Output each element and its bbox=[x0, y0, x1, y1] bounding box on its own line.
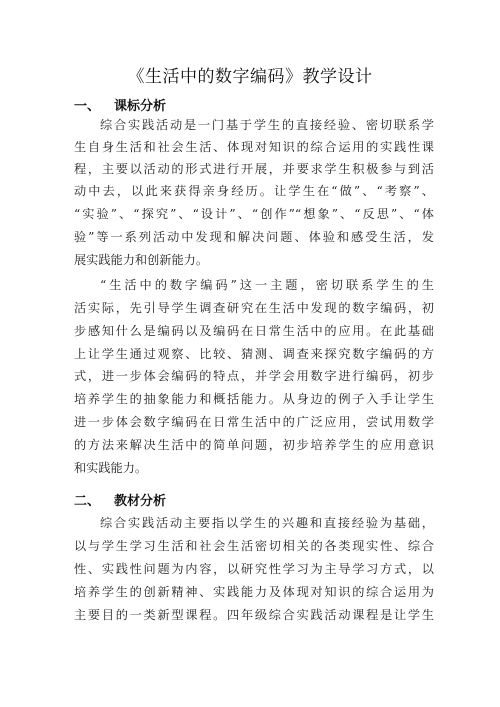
paragraph-line: 进一步体会数字编码在日常生活中的广泛应用，尝试用数学 bbox=[74, 415, 434, 429]
section-title-1: 课标分析 bbox=[114, 99, 167, 114]
paragraph-line: 生自身生活和社会生活、体现对知识的综合运用的实践性课 bbox=[74, 140, 434, 154]
paragraph-line: 展实践能力和创新能力。 bbox=[74, 253, 209, 267]
paragraph-line: 验”等一系列活动中发现和解决问题、体验和感受生活，发 bbox=[74, 230, 434, 244]
paragraph-line: 和实践能力。 bbox=[74, 461, 148, 475]
paragraph-line: 上让学生通过观察、比较、猜测、调查来探究数字编码的方 bbox=[74, 347, 434, 361]
paragraph-line: 以与学生学习生活和社会生活密切相关的各类现实性、综合 bbox=[74, 539, 434, 553]
paragraph-line: 主要目的一类新型课程。四年级综合实践活动课程是让学生 bbox=[74, 608, 434, 622]
paragraph-line: 式，进一步体会编码的特点，并学会用数字进行编码，初步 bbox=[74, 369, 434, 383]
paragraph-line: “生活中的数字编码”这一主题，密切联系学生的生 bbox=[100, 278, 434, 292]
document-title: 《生活中的数字编码》教学设计 bbox=[127, 67, 373, 87]
paragraph-line: “实验”、“探究”、“设计”、“创作”“想象”、“反思”、“体 bbox=[74, 207, 434, 221]
paragraph-line: 程，主要以活动的形式进行开展，并要求学生积极参与到活 bbox=[74, 162, 434, 176]
paragraph-line: 综合实践活动是一门基于学生的直接经验、密切联系学 bbox=[100, 118, 434, 132]
section-heading-2 bbox=[74, 490, 166, 509]
paragraph-line: 培养学生的创新精神、实践能力及体现对知识的综合运用为 bbox=[74, 585, 434, 599]
section-number-1: 一、 bbox=[74, 99, 101, 114]
paragraph-line: 的方法来解决生活中的简单问题，初步培养学生的应用意识 bbox=[74, 438, 434, 452]
paragraph-line: 动中去，以此来获得亲身经历。让学生在“做”、“考察”、 bbox=[74, 184, 434, 198]
paragraph-line: 活实际，先引导学生调查研究在生活中发现的数字编码，初 bbox=[74, 301, 434, 315]
section-heading-1 bbox=[74, 95, 166, 114]
paragraph-line: 性、实践性问题为内容，以研究性学习为主导学习方式，以 bbox=[74, 562, 434, 576]
paragraph-line: 步感知什么是编码以及编码在日常生活中的应用。在此基础 bbox=[74, 324, 434, 338]
paragraph-line: 培养学生的抽象能力和概括能力。从身边的例子入手让学生 bbox=[74, 392, 434, 406]
section-number-2: 二、 bbox=[74, 494, 101, 509]
paragraph-line: 综合实践活动主要指以学生的兴趣和直接经验为基础， bbox=[100, 516, 434, 530]
section-title-2: 教材分析 bbox=[114, 494, 167, 509]
